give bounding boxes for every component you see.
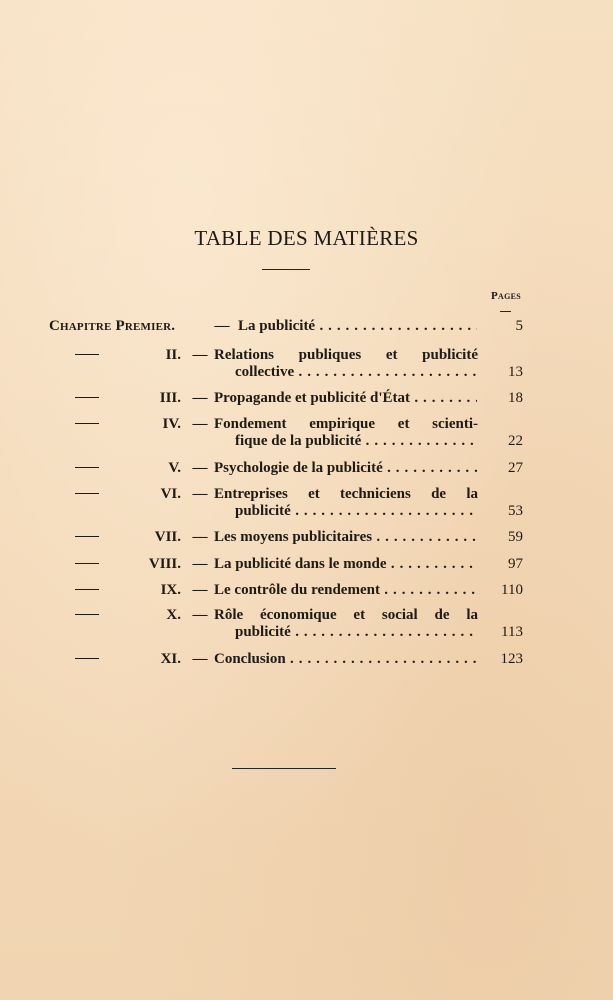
toc-page-number: 110	[501, 582, 523, 598]
toc-leading-dash	[75, 423, 99, 424]
toc-page-number: 53	[508, 503, 523, 519]
toc-separator: —	[192, 416, 208, 432]
toc-separator: —	[192, 486, 208, 502]
toc-separator: —	[214, 318, 230, 334]
toc-chapter-number: XI.	[160, 651, 181, 667]
toc-leading-dash	[75, 397, 99, 398]
toc-chapter-number: IX.	[160, 582, 181, 598]
toc-entry-title-continued: fique de la publicité . . .	[235, 432, 477, 450]
toc-entry-title-continued: publicité . . .	[235, 623, 477, 641]
toc-separator: —	[192, 390, 208, 406]
toc-leading-dash	[75, 467, 99, 468]
toc-entry-title-continued: publicité . . .	[235, 502, 477, 520]
toc-leading-dash	[75, 493, 99, 494]
toc-page-number: 113	[501, 624, 523, 640]
toc-separator: —	[192, 582, 208, 598]
toc-entry-title: Psychologie de la publicité . . .	[214, 459, 477, 477]
toc-entry-title: Les moyens publicitaires . . .	[214, 528, 477, 546]
toc-entry-title: La publicité . . .	[238, 317, 477, 335]
toc-entry-title: Propagande et publicité d'État . . .	[214, 389, 477, 407]
toc-leading-dash	[75, 354, 99, 355]
toc-separator: —	[192, 347, 208, 363]
toc-separator: —	[192, 651, 208, 667]
pages-column-header: Pages	[490, 290, 521, 302]
toc-separator: —	[192, 529, 208, 545]
toc-leading-dash	[75, 614, 99, 615]
toc-leading-dash	[75, 563, 99, 564]
toc-chapter-number: IV.	[162, 416, 181, 432]
toc-page-number: 5	[515, 318, 523, 334]
title-rule	[262, 269, 310, 270]
toc-chapter-number: X.	[166, 607, 181, 623]
toc-page-number: 22	[508, 433, 523, 449]
toc-chapter-number: VII.	[154, 529, 181, 545]
toc-entry-title: Fondement empirique et scienti-	[214, 416, 478, 432]
closing-rule	[232, 768, 336, 769]
toc-entry-title: Le contrôle du rendement . . .	[214, 581, 477, 599]
toc-separator: —	[192, 556, 208, 572]
toc-page-number: 123	[500, 651, 523, 667]
page-title: TABLE DES MATIÈRES	[194, 226, 419, 250]
toc-chapter-number: II.	[165, 347, 181, 363]
toc-entry-title: Conclusion . . .	[214, 650, 477, 668]
toc-leading-dash	[75, 658, 99, 659]
toc-page-number: 27	[508, 460, 523, 476]
toc-entry-title: Rôle économique et social de la	[214, 607, 478, 623]
toc-leading-dash	[75, 536, 99, 537]
toc-page-number: 13	[508, 364, 523, 380]
toc-entry-title: Relations publiques et publicité	[214, 347, 478, 363]
toc-chapter-number: VI.	[160, 486, 181, 502]
toc-page-number: 18	[508, 390, 523, 406]
toc-separator: —	[192, 607, 208, 623]
toc-leading-dash	[75, 589, 99, 590]
toc-chapter-number: VIII.	[148, 556, 181, 572]
toc-chapter-number: V.	[168, 460, 181, 476]
toc-chapter-heading: Chapitre Premier.	[49, 318, 176, 334]
toc-chapter-number: III.	[159, 390, 181, 406]
toc-page-number: 59	[508, 529, 523, 545]
toc-entry-title-continued: collective . . .	[235, 363, 477, 381]
pages-header-rule	[500, 311, 511, 312]
toc-entry-title: La publicité dans le monde . . .	[214, 555, 477, 573]
toc-entry-title: Entreprises et techniciens de la	[214, 486, 478, 502]
toc-separator: —	[192, 460, 208, 476]
toc-page-number: 97	[508, 556, 523, 572]
